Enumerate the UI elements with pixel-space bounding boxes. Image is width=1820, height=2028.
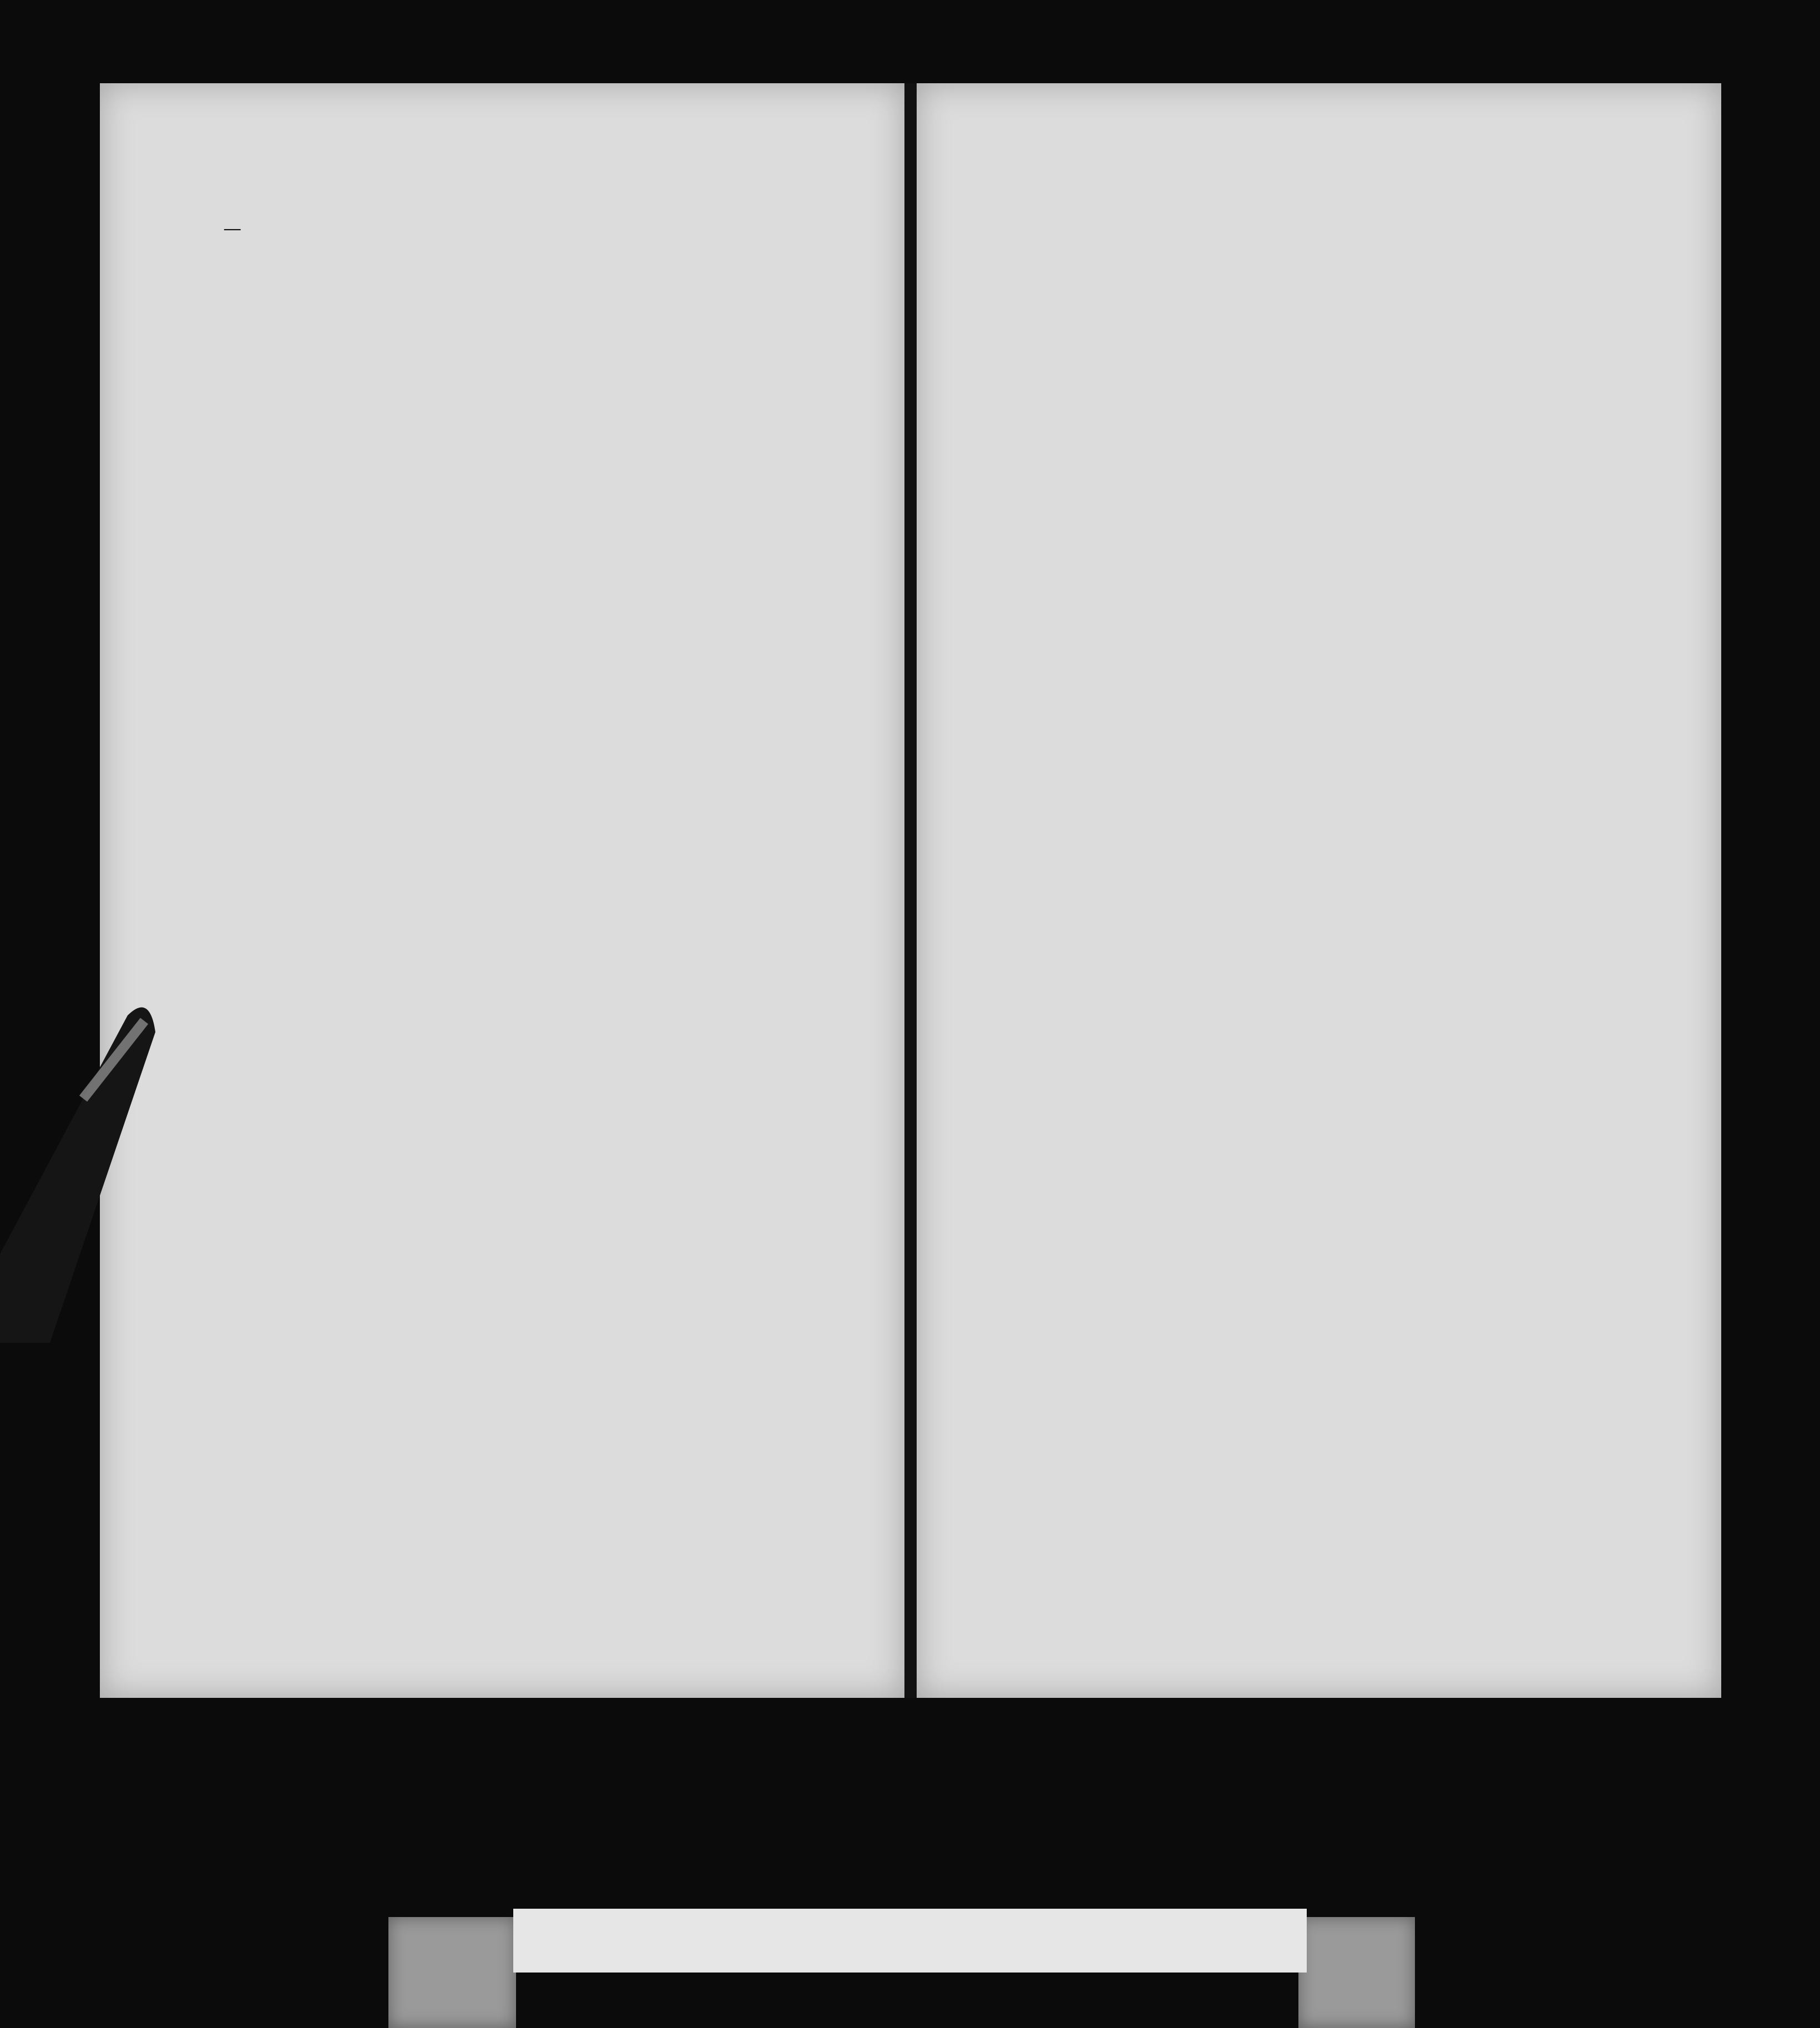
tape-piece-right [1298,1917,1415,2028]
document-spread [83,83,1723,1698]
left-column [205,219,827,251]
paragraph-rent: — [224,220,241,237]
left-page [100,83,904,1698]
book-gutter [904,83,917,1698]
pen-pointer-icon [0,943,166,1343]
right-column [1011,219,1632,231]
archive-reference-label [513,1909,1307,1973]
right-page [917,83,1721,1698]
tape-piece-left [388,1917,516,2028]
